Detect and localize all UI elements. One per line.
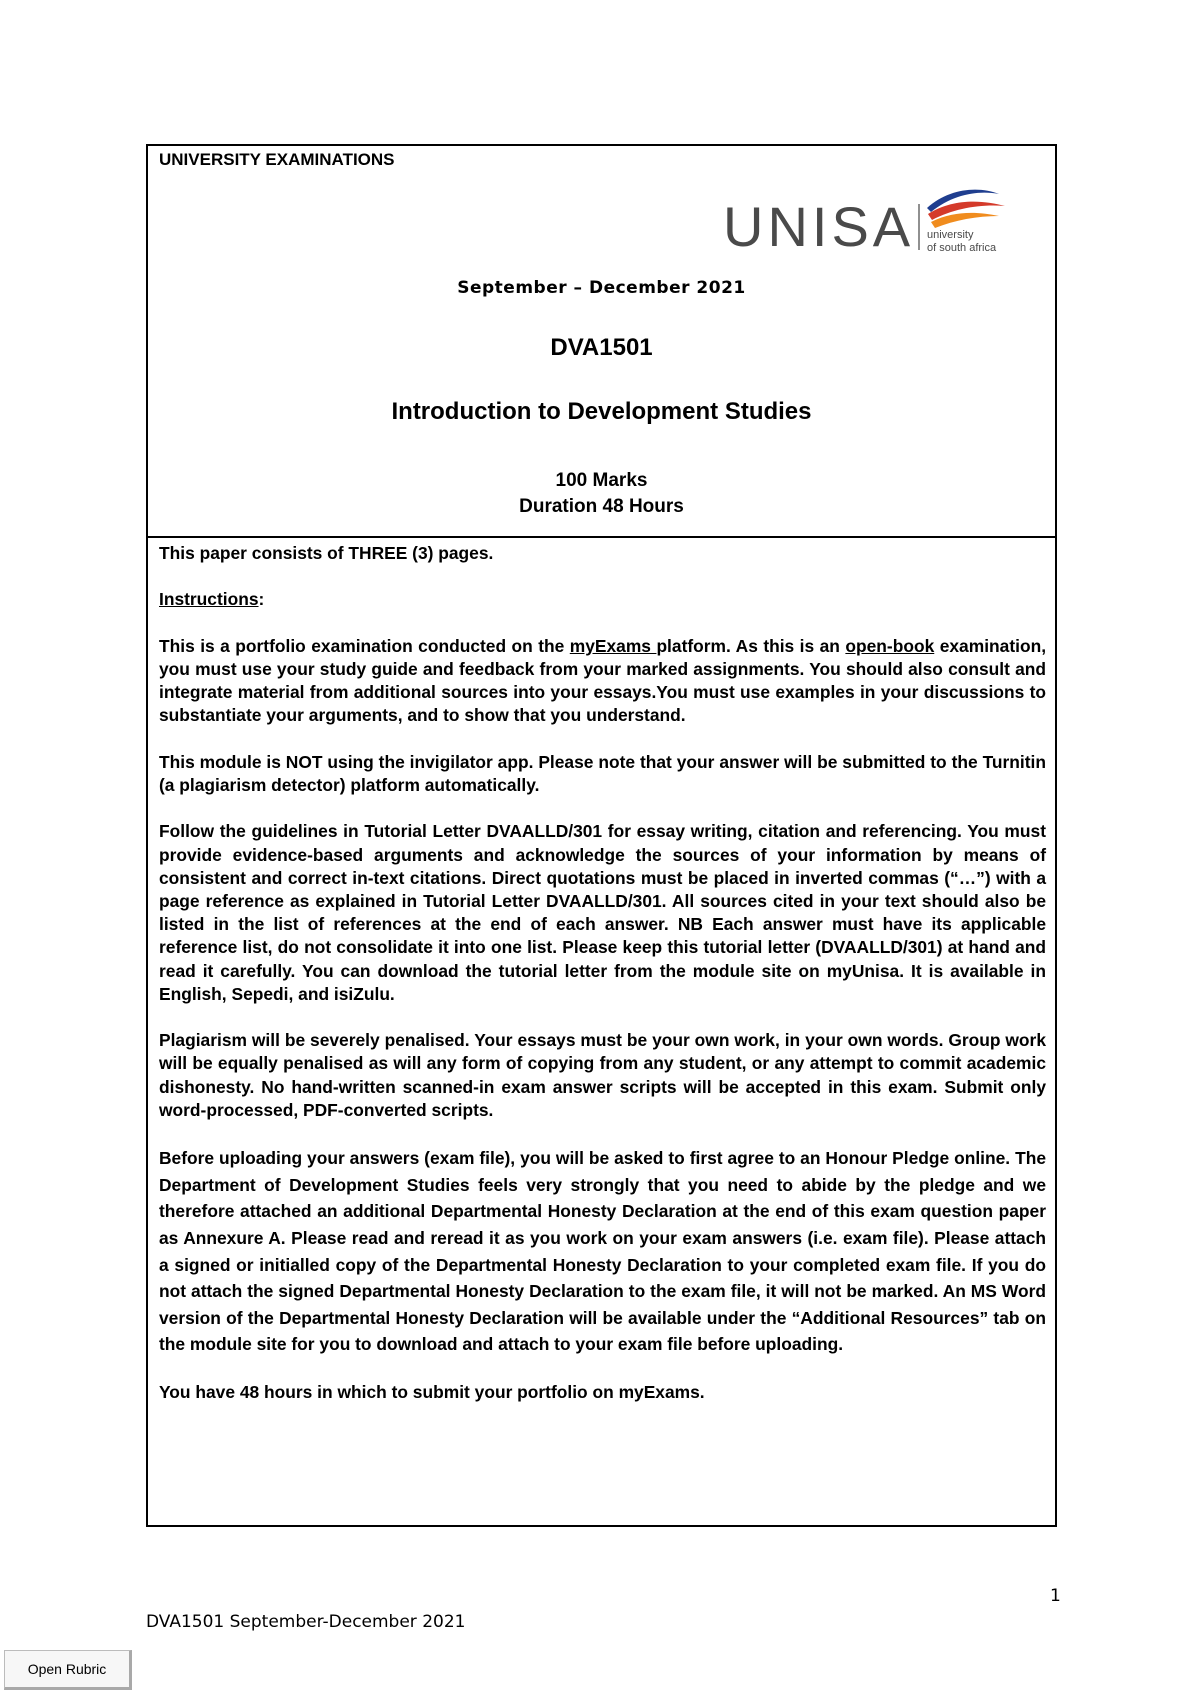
unisa-logo [723,184,1043,256]
instruction-paragraph-4: Plagiarism will be severely penalised. Your essays must be your own work, in your own words. Group work will be equally penalised as will any form of copying from any student, or any attempt to commit academic dishonesty. No hand-written scanned-in exam answer scripts will be accepted in this exam. Submit only word-processed, PDF-converted scripts. [159,1030,1046,1120]
myexams-link: myExams [569,635,657,656]
logo-wordmark: UNISA [723,195,915,256]
university-examinations-heading: UNIVERSITY EXAMINATIONS [159,150,395,169]
total-marks: 100 Marks [555,470,648,491]
module-code: DVA1501 [550,334,653,361]
exam-duration: Duration 48 Hours [519,496,684,517]
logo-tagline-2: of south africa [927,242,997,254]
instructions-heading: Instructions [159,589,259,610]
module-title: Introduction to Development Studies [391,398,812,425]
pages-note: This paper consists of THREE (3) pages. [159,543,494,563]
instruction-paragraph-2: This module is NOT using the invigilator app. Please note that your answer will be submitted to the Turnitin (a plagiarism detector) platform automatically. [159,751,1046,795]
marks-duration [148,468,1055,520]
logo-tagline-1: university [927,229,974,241]
instructions-heading-line: Instructions: [159,589,265,610]
exam-header-cell [148,146,1055,538]
instruction-paragraph-3: Follow the guidelines in Tutorial Letter DVAALLD/301 for essay writing, citation and referencing. You must provide evidence-based arguments and acknowledge the sources of your information by means of consistent and correct in-text citations. Direct quotations must be placed in inverted commas (“…”) with a page reference as explained in Tutorial Letter DVAALLD/301. All sources cited in your text should also be listed in the list of references at the end of each answer. NB Each answer must have its applicable reference list, do not consolidate it into one list. Please keep this tutorial letter (DVAALLD/301) at hand and read it carefully. You can download the tutorial letter from the module site on myUnisa. It is available in English, Sepedi, and isiZulu. [159,821,1046,1004]
instructions-cell [159,542,1046,1404]
instruction-paragraph-6: You have 48 hours in which to submit your portfolio on myExams. [159,1382,705,1403]
open-rubric-button[interactable]: Open Rubric [4,1650,132,1690]
open-book-term: open-book [845,635,935,656]
logo-swoosh-icon [927,190,1005,228]
page-footer: DVA1501 September-December 2021 [146,1612,466,1632]
instruction-paragraph-1: This is a portfolio examination conducted on the myExams platform. As this is an open-book examination, you must use your study guide and feedback from your marked assignments. You should also consult and integrate material from additional sources into your essays.You must use examples in your discussions to substantiate your arguments, and to show that you understand. [159,635,1047,726]
exam-cover-table [146,144,1057,1527]
instruction-paragraph-5: Before uploading your answers (exam file), you will be asked to first agree to an Honour Pledge online. The Department of Development Studies feels very strongly that you need to abide by the pledge and we therefore attached an additional Departmental Honesty Declaration at the end of this exam question paper as Annexure A. Please read and reread it as you work on your exam answers (i.e. exam file). Please attach a signed or initialled copy of the Departmental Honesty Declaration to your completed exam file. If you do not attach the signed Departmental Honesty Declaration to the exam file, it will not be marked. An MS Word version of the Departmental Honesty Declaration will be available under the “Additional Resources” tab on the module site for you to download and attach to your exam file before uploading. [159,1148,1046,1355]
page-number: 1 [1050,1586,1061,1606]
exam-term: September – December 2021 [457,278,746,298]
